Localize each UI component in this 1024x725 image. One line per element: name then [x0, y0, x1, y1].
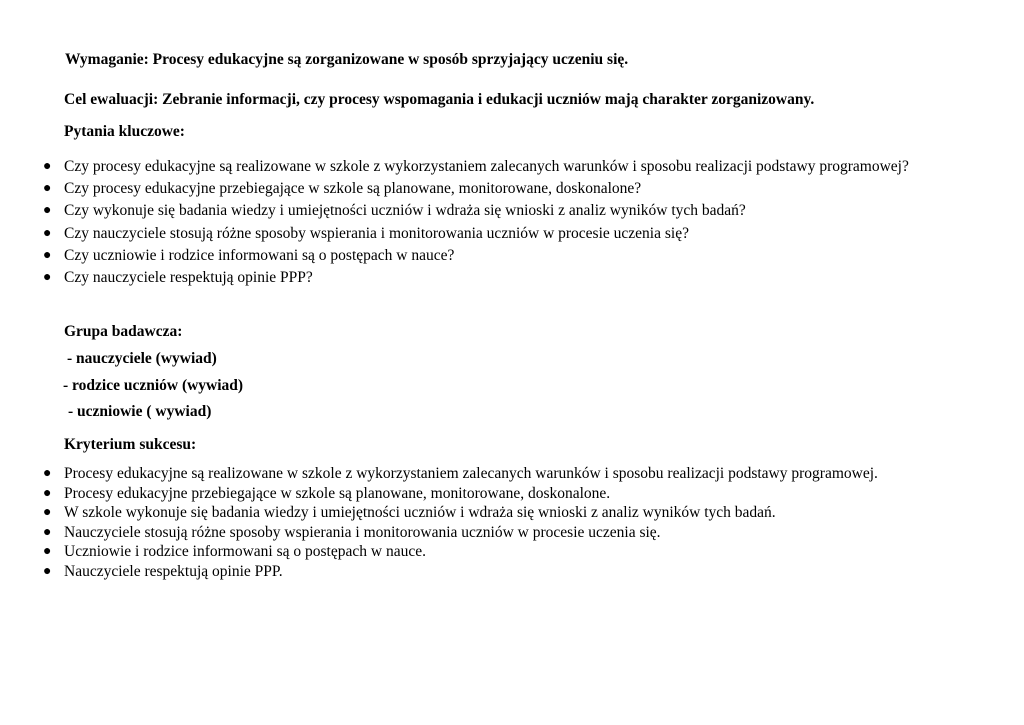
research-group-item: - nauczyciele (wywiad) — [67, 350, 217, 367]
research-group-item: - uczniowie ( wywiad) — [68, 403, 212, 420]
list-item-text: Czy nauczyciele respektują opinie PPP? — [64, 268, 313, 286]
requirement-title: Wymaganie: Procesy edukacyjne są zorganizowane w sposób sprzyjający uczeniu się. — [65, 51, 629, 68]
list-item-text: Procesy edukacyjne są realizowane w szkole z wykorzystaniem zalecanych warunków i sposobu realizacji podstawy programowej. — [64, 465, 878, 482]
list-item-text: Nauczyciele respektują opinie PPP. — [64, 562, 283, 580]
bullet-icon: ● — [43, 524, 52, 540]
list-item — [0, 484, 878, 504]
research-group-item: - rodzice uczniów (wywiad) — [63, 377, 244, 394]
list-item — [0, 200, 909, 222]
bullet-icon: ● — [43, 225, 52, 241]
list-item — [0, 464, 878, 484]
list-item — [0, 245, 909, 267]
evaluation-goal: Cel ewaluacji: Zebranie informacji, czy procesy wspomagania i edukacji uczniów mają charakter zorganizowany. — [64, 91, 815, 108]
bullet-icon: ● — [43, 544, 52, 560]
bullet-icon: ● — [43, 181, 52, 197]
list-item — [0, 503, 878, 523]
bullet-icon: ● — [43, 466, 52, 481]
bullet-icon: ● — [43, 269, 52, 285]
list-item — [0, 156, 909, 178]
success-criteria-list — [0, 464, 878, 582]
research-group-heading: Grupa badawcza: — [64, 323, 183, 340]
list-item-text: Uczniowie i rodzice informowani są o postępach w nauce. — [64, 543, 426, 561]
list-item — [0, 178, 909, 200]
bullet-icon: ● — [43, 203, 52, 219]
bullet-icon: ● — [43, 505, 52, 521]
list-item-text: Czy nauczyciele stosują różne sposoby wspierania i monitorowania uczniów w procesie uczenia się? — [64, 224, 689, 242]
bullet-icon: ● — [43, 485, 52, 501]
list-item — [0, 223, 909, 245]
key-questions-heading: Pytania kluczowe: — [64, 123, 185, 140]
list-item-text: Czy procesy edukacyjne są realizowane w szkole z wykorzystaniem zalecanych warunków i sposobu realizacji podstawy programowej? — [64, 158, 909, 175]
list-item-text: Czy wykonuje się badania wiedzy i umiejętności uczniów i wdraża się wnioski z analiz wyników tych badań? — [64, 202, 746, 220]
bullet-icon: ● — [43, 247, 52, 263]
list-item-text: Czy procesy edukacyjne przebiegające w szkole są planowane, monitorowane, doskonalone? — [64, 180, 642, 198]
list-item-text: Czy uczniowie i rodzice informowani są o postępach w nauce? — [64, 246, 455, 264]
list-item — [0, 523, 878, 543]
success-criteria-heading: Kryterium sukcesu: — [64, 436, 197, 453]
list-item — [0, 267, 909, 289]
bullet-icon: ● — [43, 563, 52, 579]
list-item-text: Nauczyciele stosują różne sposoby wspierania i monitorowania uczniów w procesie uczenia się. — [64, 523, 661, 541]
key-questions-list — [0, 156, 909, 289]
list-item-text: W szkole wykonuje się badania wiedzy i umiejętności uczniów i wdraża się wnioski z analiz wyników tych badań. — [64, 504, 776, 522]
list-item — [0, 562, 878, 582]
bullet-icon: ● — [43, 159, 52, 174]
list-item-text: Procesy edukacyjne przebiegające w szkole są planowane, monitorowane, doskonalone. — [64, 484, 611, 502]
list-item — [0, 542, 878, 562]
